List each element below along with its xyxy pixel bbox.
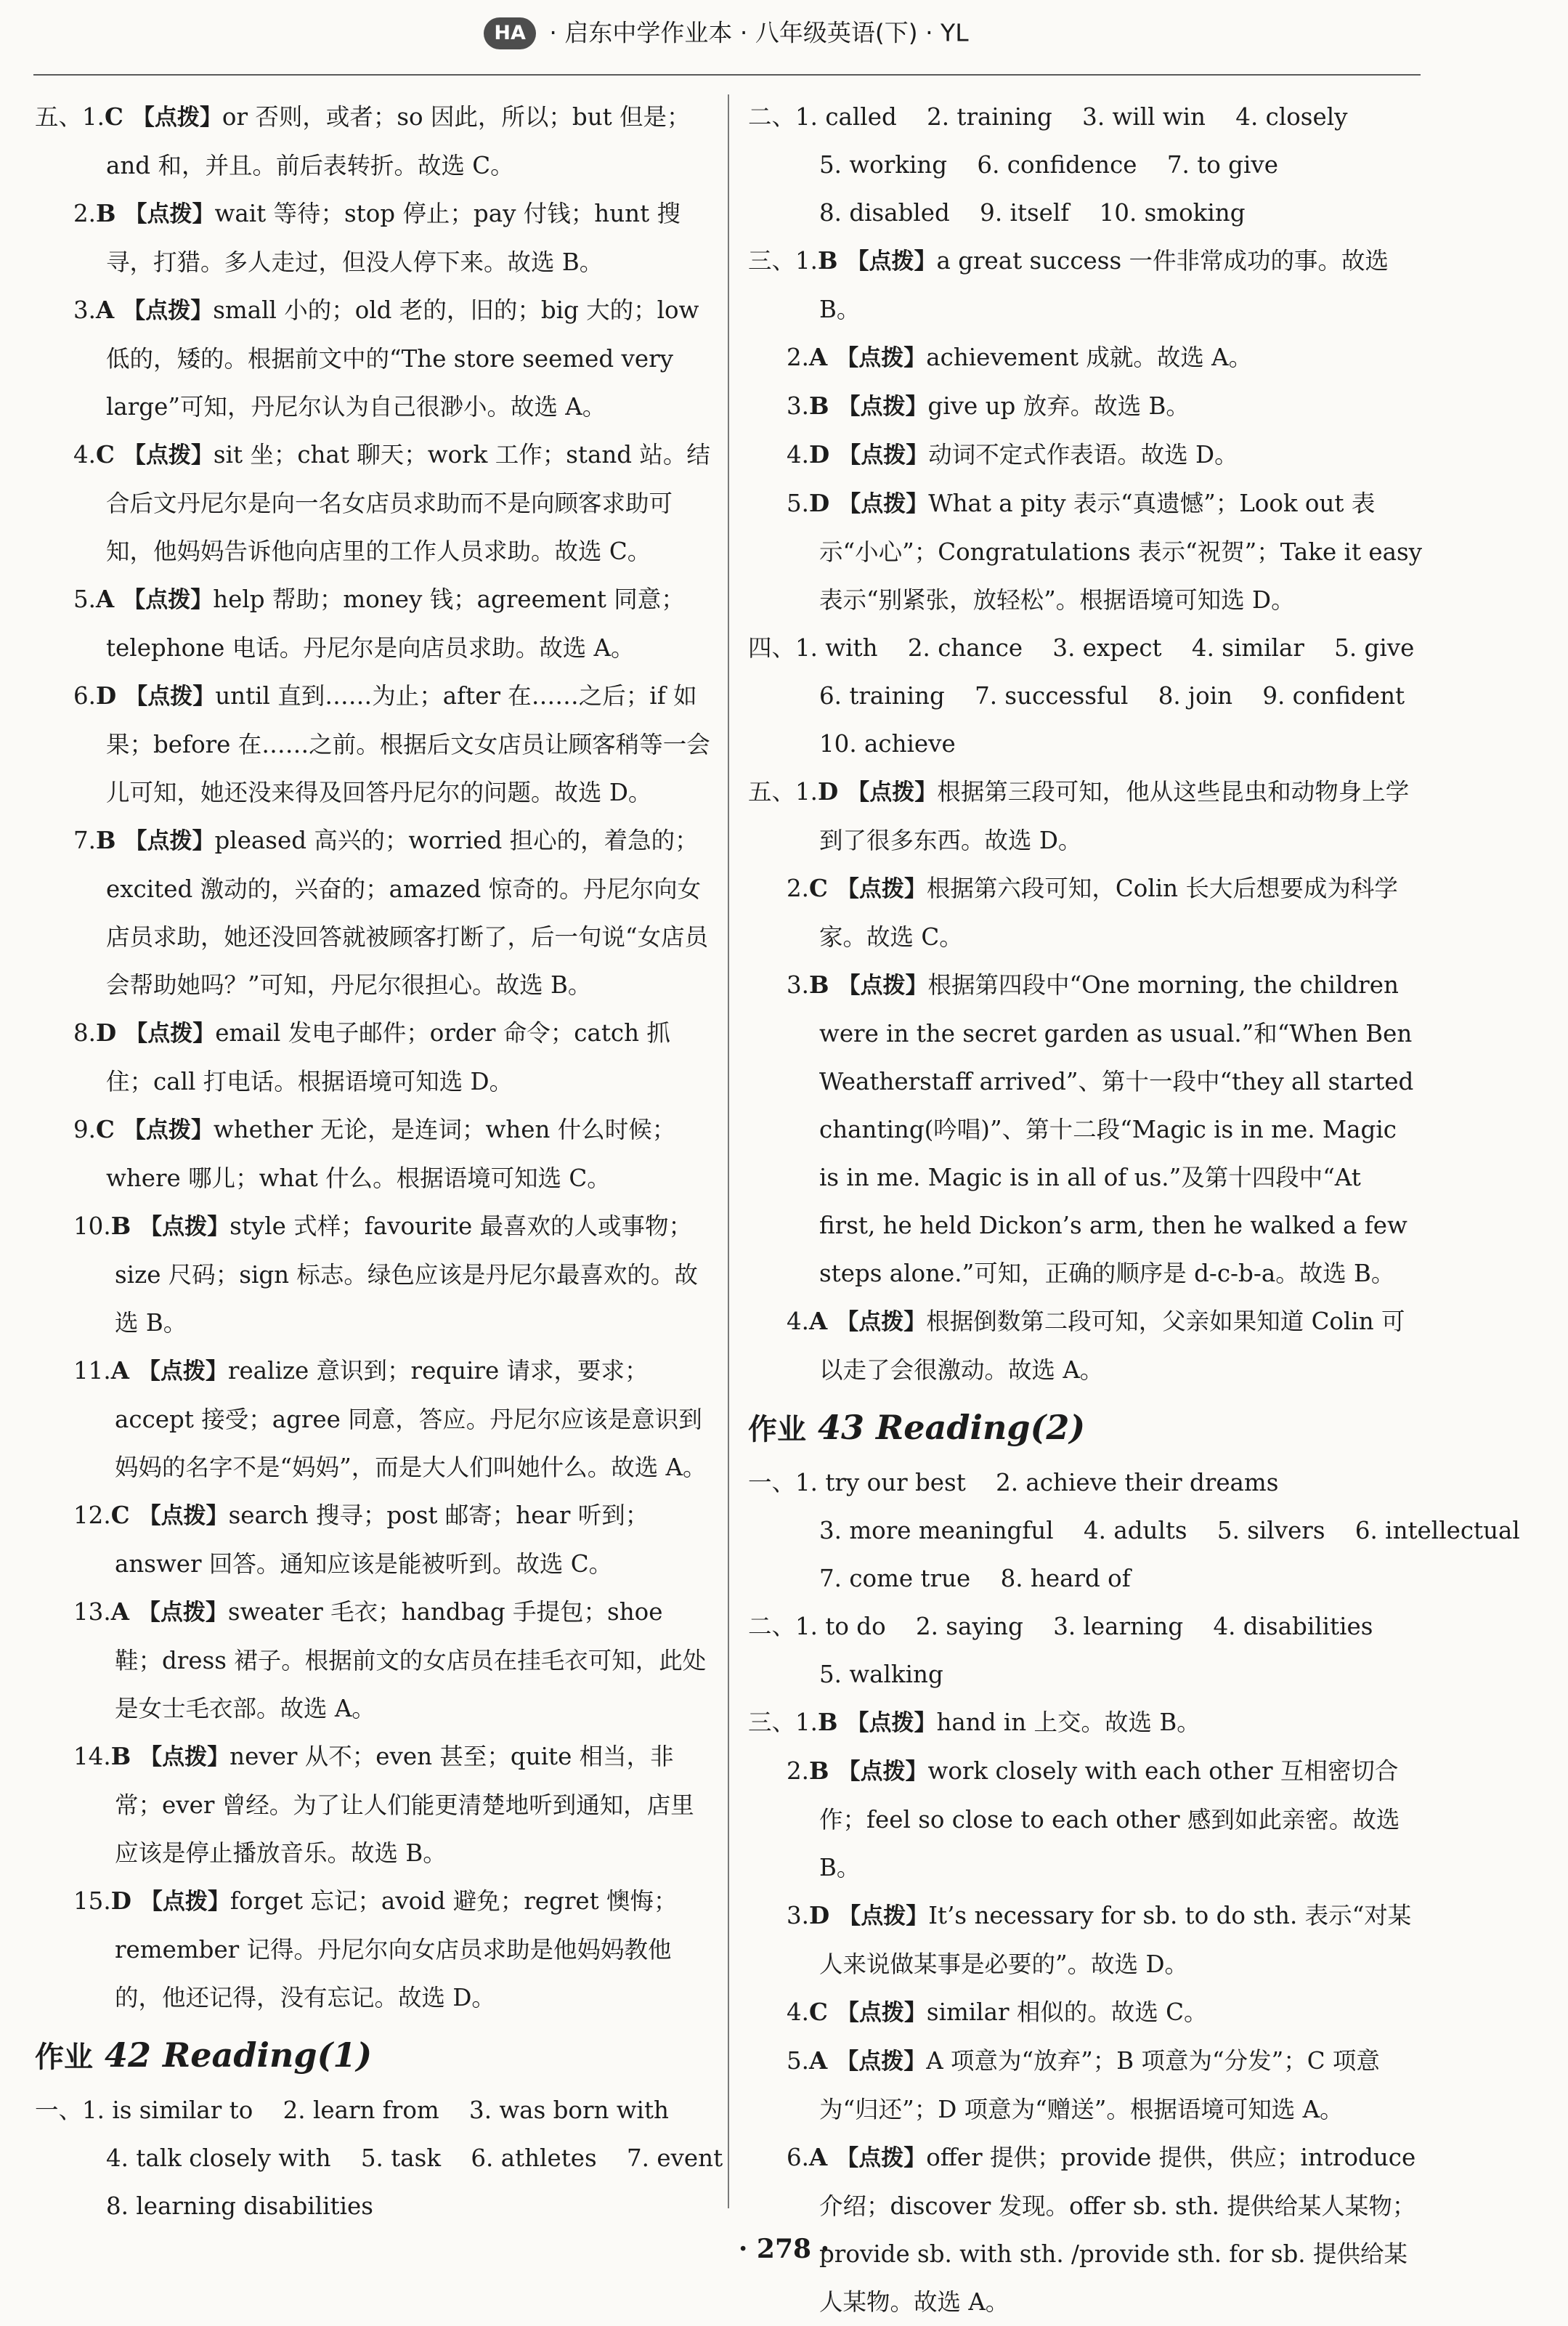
answer-item: 14.B 【点拨】never 从不；even 甚至；quite 相当，非常；ever 曾经。为了让人们能更清楚地听到通知，店里应该是停止播放音乐。故选 B。 (73, 1742, 694, 1867)
fill-row: 二、1. to do 2. saying 3. learning 4. disabilities (748, 1613, 1373, 1640)
answer-item: 3.D 【点拨】It’s necessary for sb. to do sth. 表示“对某人来说做某事是必要的”。故选 D。 (787, 1901, 1412, 1978)
answer-item: 5.A 【点拨】help 帮助；money 钱；agreement 同意；telephone 电话。丹尼尔是向店员求助。故选 A。 (73, 585, 685, 662)
answer-item: 4.C 【点拨】similar 相似的。故选 C。 (787, 1998, 1208, 2026)
answer-item: 2.A 【点拨】achievement 成就。故选 A。 (787, 343, 1253, 371)
fill-row: 3. more meaningful 4. adults 5. silvers 6. intellectual (819, 1517, 1520, 1544)
fill-row: 5. walking (819, 1661, 943, 1688)
page-header (36, 0, 1416, 77)
header-rule (33, 74, 1421, 76)
answer-item: 五、1.C 【点拨】or 否则，或者；so 因此，所以；but 但是；and 和，并且。前后表转折。故选 C。 (35, 102, 691, 179)
fill-row: 一、1. is similar to 2. learn from 3. was born with (35, 2096, 669, 2124)
answer-item: 12.C 【点拨】search 搜寻；post 邮寄；hear 听到；answer 回答。通知应该是能被听到。故选 C。 (73, 1501, 649, 1578)
answer-item: 4.D 【点拨】动词不定式作表语。故选 D。 (787, 440, 1238, 469)
answer-item: 五、1.D 【点拨】根据第三段可知，他从这些昆虫和动物身上学到了很多东西。故选 D。 (748, 777, 1410, 854)
answer-item: 2.C 【点拨】根据第六段可知，Colin 长大后想要成为科学家。故选 C。 (787, 874, 1398, 951)
answer-item: 5.A 【点拨】A 项意为“放弃”；B 项意为“分发”；C 项意为“归还”；D 项意为“赠送”。根据语境可知选 A。 (787, 2046, 1380, 2123)
answer-item: 3.B 【点拨】根据第四段中“One morning, the children were in the secret garden as usual.”和“When Ben Weatherstaff arrived”、第十一段中“they all started chanting(吟唱)”、第十二段“Magic is in me. Magic is in me. Magic is in all of us.”及第十四段中“At first, he held Dickon’s arm, then he walked a few steps alone.”可知，正确的顺序是 d-c-b-a。故选 B。 (787, 970, 1414, 1287)
section-title-42: 作业 42 Reading(1) (35, 2035, 373, 2075)
answer-item: 3.B 【点拨】give up 放弃。故选 B。 (787, 392, 1190, 420)
fill-row: 8. disabled 9. itself 10. smoking (819, 199, 1246, 227)
answer-item: 7.B 【点拨】pleased 高兴的；worried 担心的，着急的；excited 激动的，兴奋的；amazed 惊奇的。丹尼尔向女店员求助，她还没回答就被顾客打断了，后一句说“女店员会帮助她吗？”可知，丹尼尔很担心。故选 B。 (73, 826, 709, 999)
left-s5-list (35, 190, 712, 2022)
page-number: · 278 · (738, 2234, 830, 2264)
answer-item: 8.D 【点拨】email 发电子邮件；order 命令；catch 抓住；call 打电话。根据语境可知选 D。 (73, 1018, 670, 1095)
section-title-43: 作业 43 Reading(2) (748, 1408, 1086, 1447)
answer-item: 15.D 【点拨】forget 忘记；avoid 避免；regret 懊悔；remember 记得。丹尼尔向女店员求助是他妈妈教他的，他还记得，没有忘记。故选 D。 (73, 1887, 678, 2011)
right-s5-list (748, 864, 1423, 1394)
fill-row: 4. talk closely with 5. task 6. athletes 7. event (106, 2144, 723, 2172)
fill-row: 5. working 6. confidence 7. to give (819, 151, 1278, 179)
answer-item: 13.A 【点拨】sweater 毛衣；handbag 手提包；shoe 鞋；dress 裙子。根据前文的女店员在挂毛衣可知，此处是女士毛衣部。故选 A。 (73, 1597, 707, 1722)
answer-item: 三、1.B 【点拨】hand in 上交。故选 B。 (748, 1708, 1201, 1736)
fill-row: 一、1. try our best 2. achieve their dreams (748, 1469, 1279, 1496)
answer-item: 4.A 【点拨】根据倒数第二段可知，父亲如果知道 Colin 可以走了会很激动。故选 A。 (787, 1307, 1405, 1384)
column-divider (728, 94, 729, 2208)
answer-item: 2.B 【点拨】wait 等待；stop 停止；pay 付钱；hunt 搜寻，打猎。多人走过，但没人停下来。故选 B。 (73, 199, 681, 276)
ha-badge: HA (484, 17, 536, 49)
right-s3-list (748, 333, 1423, 624)
fill-row: 7. come true 8. heard of (819, 1565, 1131, 1592)
answer-item: 9.C 【点拨】whether 无论，是连词；when 什么时候；where 哪儿；what 什么。根据语境可知选 C。 (73, 1115, 676, 1192)
answer-item: 6.A 【点拨】offer 提供；provide 提供，供应；introduce 介绍；discover 发现。offer sb. sth. 提供给某人某物；provide sb. with sth. /provide sth. for sb. 提供给某人某物。故选 A。 (787, 2143, 1416, 2316)
left-column (35, 93, 723, 2230)
header-title: · 启东中学作业本 · 八年级英语(下) · YL (549, 18, 969, 47)
fill-row: 10. achieve (819, 730, 956, 758)
answer-item: 4.C 【点拨】sit 坐；chat 聊天；work 工作；stand 站。结合后文丹尼尔是向一名女店员求助而不是向顾客求助可知，他妈妈告诉他向店里的工作人员求助。故选 C。 (73, 440, 710, 565)
fill-row: 6. training 7. successful 8. join 9. confident (819, 682, 1405, 710)
answer-item: 6.D 【点拨】until 直到……为止；after 在……之后；if 如果；before 在……之前。根据后文女店员让顾客稍等一会儿可知，她还没来得及回答丹尼尔的问题。故选 D。 (73, 681, 710, 806)
answer-item: 2.B 【点拨】work closely with each other 互相密切合作；feel so close to each other 感到如此亲密。故选 B。 (787, 1756, 1400, 1881)
answer-item: 10.B 【点拨】style 式样；favourite 最喜欢的人或事物；size 尺码；sign 标志。绿色应该是丹尼尔最喜欢的。故选 B。 (73, 1212, 698, 1337)
answer-item: 5.D 【点拨】What a pity 表示“真遗憾”；Look out 表示“小心”；Congratulations 表示“祝贺”；Take it easy 表示“别紧张，放轻松”。根据语境可知选 D。 (787, 489, 1422, 614)
answer-item: 三、1.B 【点拨】a great success 一件非常成功的事。故选 B。 (748, 246, 1389, 323)
right-column (748, 93, 1520, 2326)
fill-row: 四、1. with 2. chance 3. expect 4. similar 5. give (748, 634, 1415, 662)
answer-item: 3.A 【点拨】small 小的；old 老的，旧的；big 大的；low 低的，矮的。根据前文中的“The store seemed very large”可知，丹尼尔认为自己很渺小。故选 A。 (73, 296, 699, 421)
fill-row: 8. learning disabilities (106, 2192, 373, 2220)
fill-row: 二、1. called 2. training 3. will win 4. closely (748, 103, 1348, 131)
answer-item: 11.A 【点拨】realize 意识到；require 请求，要求；accept 接受；agree 同意，答应。丹尼尔应该是意识到妈妈的名字不是“妈妈”，而是大人们叫她什么。故选 A。 (73, 1356, 707, 1481)
